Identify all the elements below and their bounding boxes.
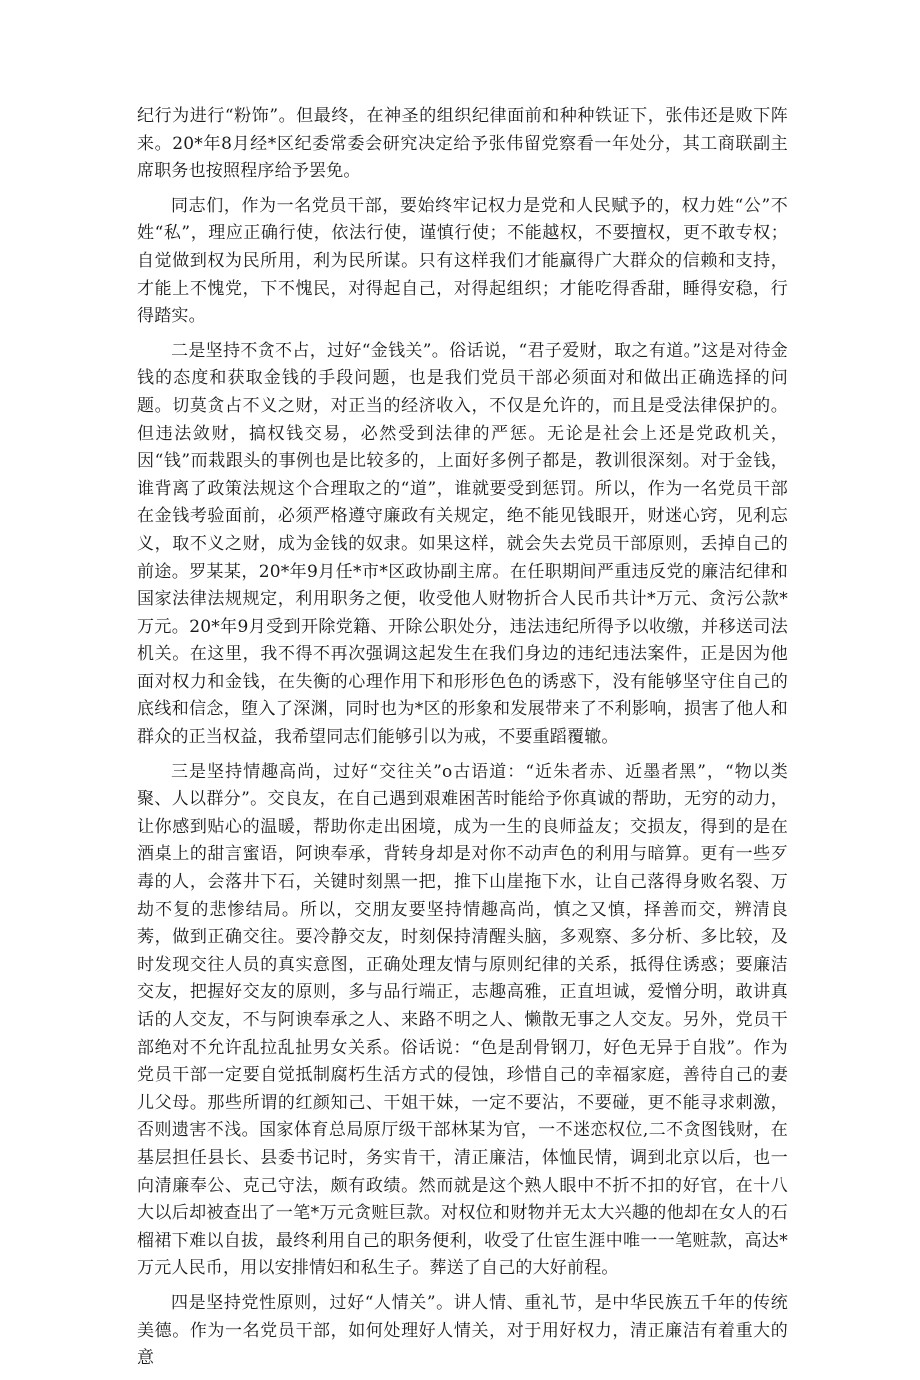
paragraph-2: 同志们，作为一名党员干部，要始终牢记权力是党和人民赋予的，权力姓“公”不姓“私”，理应正确行使，依法行使，谨慎行使；不能越权，不要擅权，更不敢专权；自觉做到权为民所用，利为民所谋。只有这样我们才能赢得广大群众的信赖和支持，才能上不愧党，下不愧民，对得起自己，对得起组织；才能吃得香甜，睡得安稳，行得踏实。 <box>137 195 788 327</box>
document-body <box>137 103 788 1380</box>
paragraph-1: 纪行为进行“粉饰”。但最终，在神圣的组织纪律面前和种种铁证下，张伟还是败下阵来。20*年8月经*区纪委常委会研究决定给予张伟留党察看一年处分，其工商联副主席职务也按照程序给予罢免。 <box>137 106 788 182</box>
paragraph-3: 二是坚持不贪不占，过好“金钱关”。俗话说，“君子爱财，取之有道。”这是对待金钱的态度和获取金钱的手段问题，也是我们党员干部必须面对和做出正确选择的问题。切莫贪占不义之财，对正当的经济收入，不仅是允许的，而且是受法律保护的。但违法敛财，搞权钱交易，必然受到法律的严惩。无论是社会上还是党政机关，因“钱”而栽跟头的事例也是比较多的，上面好多例子都是，教训很深刻。对于金钱，谁背离了政策法规这个合理取之的“道”，谁就要受到惩罚。所以，作为一名党员干部在金钱考验面前，必须严格遵守廉政有关规定，绝不能见钱眼开，财迷心窍，见利忘义，取不义之财，成为金钱的奴隶。如果这样，就会失去党员干部原则，丢掉自己的前途。罗某某，20*年9月任*市*区政协副主席。在任职期间严重违反党的廉洁纪律和国家法律法规规定，利用职务之便，收受他人财物折合人民币共计*万元、贪污公款*万元。20*年9月受到开除党籍、开除公职处分，违法违纪所得予以收缴，并移送司法机关。在这里，我不得不再次强调这起发生在我们身边的违纪违法案件，正是因为他面对权力和金钱，在失衡的心理作用下和形形色色的诱惑下，没有能够坚守住自己的底线和信念，堕入了深渊，同时也为*区的形象和发展带来了不利影响，损害了他人和群众的正当权益，我希望同志们能够引以为戒，不要重蹈覆辙。 <box>137 340 788 748</box>
paragraph-5: 四是坚持党性原则，过好“人情关”。讲人情、重礼节，是中华民族五千年的传统美德。作为一名党员干部，如何处理好人情关，对于用好权力，清正廉洁有着重大的意 <box>137 1292 788 1369</box>
paragraph-4: 三是坚持情趣高尚，过好“交往关”o古语道：“近朱者赤、近墨者黑”，“物以类聚、人以群分”。交良友，在自己遇到艰难困苦时能给予你真诚的帮助，无穷的动力，让你感到贴心的温暖，帮助你走出困境，成为一生的良师益友；交损友，得到的是在酒桌上的甜言蜜语，阿谀奉承，背转身却是对你不动声色的利用与暗算。更有一些歹毒的人，会落井下石，关键时刻黑一把，推下山崖拖下水，让自己落得身败名裂、万劫不复的悲惨结局。所以，交朋友要坚持情趣高尚，慎之又慎，择善而交，辨清良莠，做到正确交往。要冷静交友，时刻保持清醒头脑，多观察、多分析、多比较，及时发现交往人员的真实意图，正确处理友情与原则纪律的关系，抵得住诱惑；要廉洁交友，把握好交友的原则，多与品行端正，志趣高雅，正直坦诚，爱憎分明，敢讲真话的人交友，不与阿谀奉承之人、来路不明之人、懒散无事之人交友。另外，党员干部绝对不允许乱拉乱扯男女关系。俗话说：“色是刮骨钢刀，好色无异于自戕”。作为党员干部一定要自觉抵制腐朽生活方式的侵蚀，珍惜自己的幸福家庭，善待自己的妻儿父母。那些所谓的红颜知己、干姐干妹，一定不要沾，不要碰，更不能寻求刺激，否则遗害不浅。国家体育总局原厅级干部林某为官，一不迷恋权位,二不贪图钱财，在基层担任县长、县委书记时，务实肯干，清正廉洁，体恤民情，调到北京以后，也一向清廉奉公、克己守法，颇有政绩。然而就是这个熟人眼中不折不扣的好官，在十八大以后却被查出了一笔*万元贪赃巨款。对权位和财物并无太大兴趣的他却在女人的石榴裙下难以自拔，最终利用自己的职务便利，收受了仕宦生涯中唯一一笔赃款，高达*万元人民币，用以安排情妇和私生子。葬送了自己的大好前程。 <box>137 761 788 1279</box>
